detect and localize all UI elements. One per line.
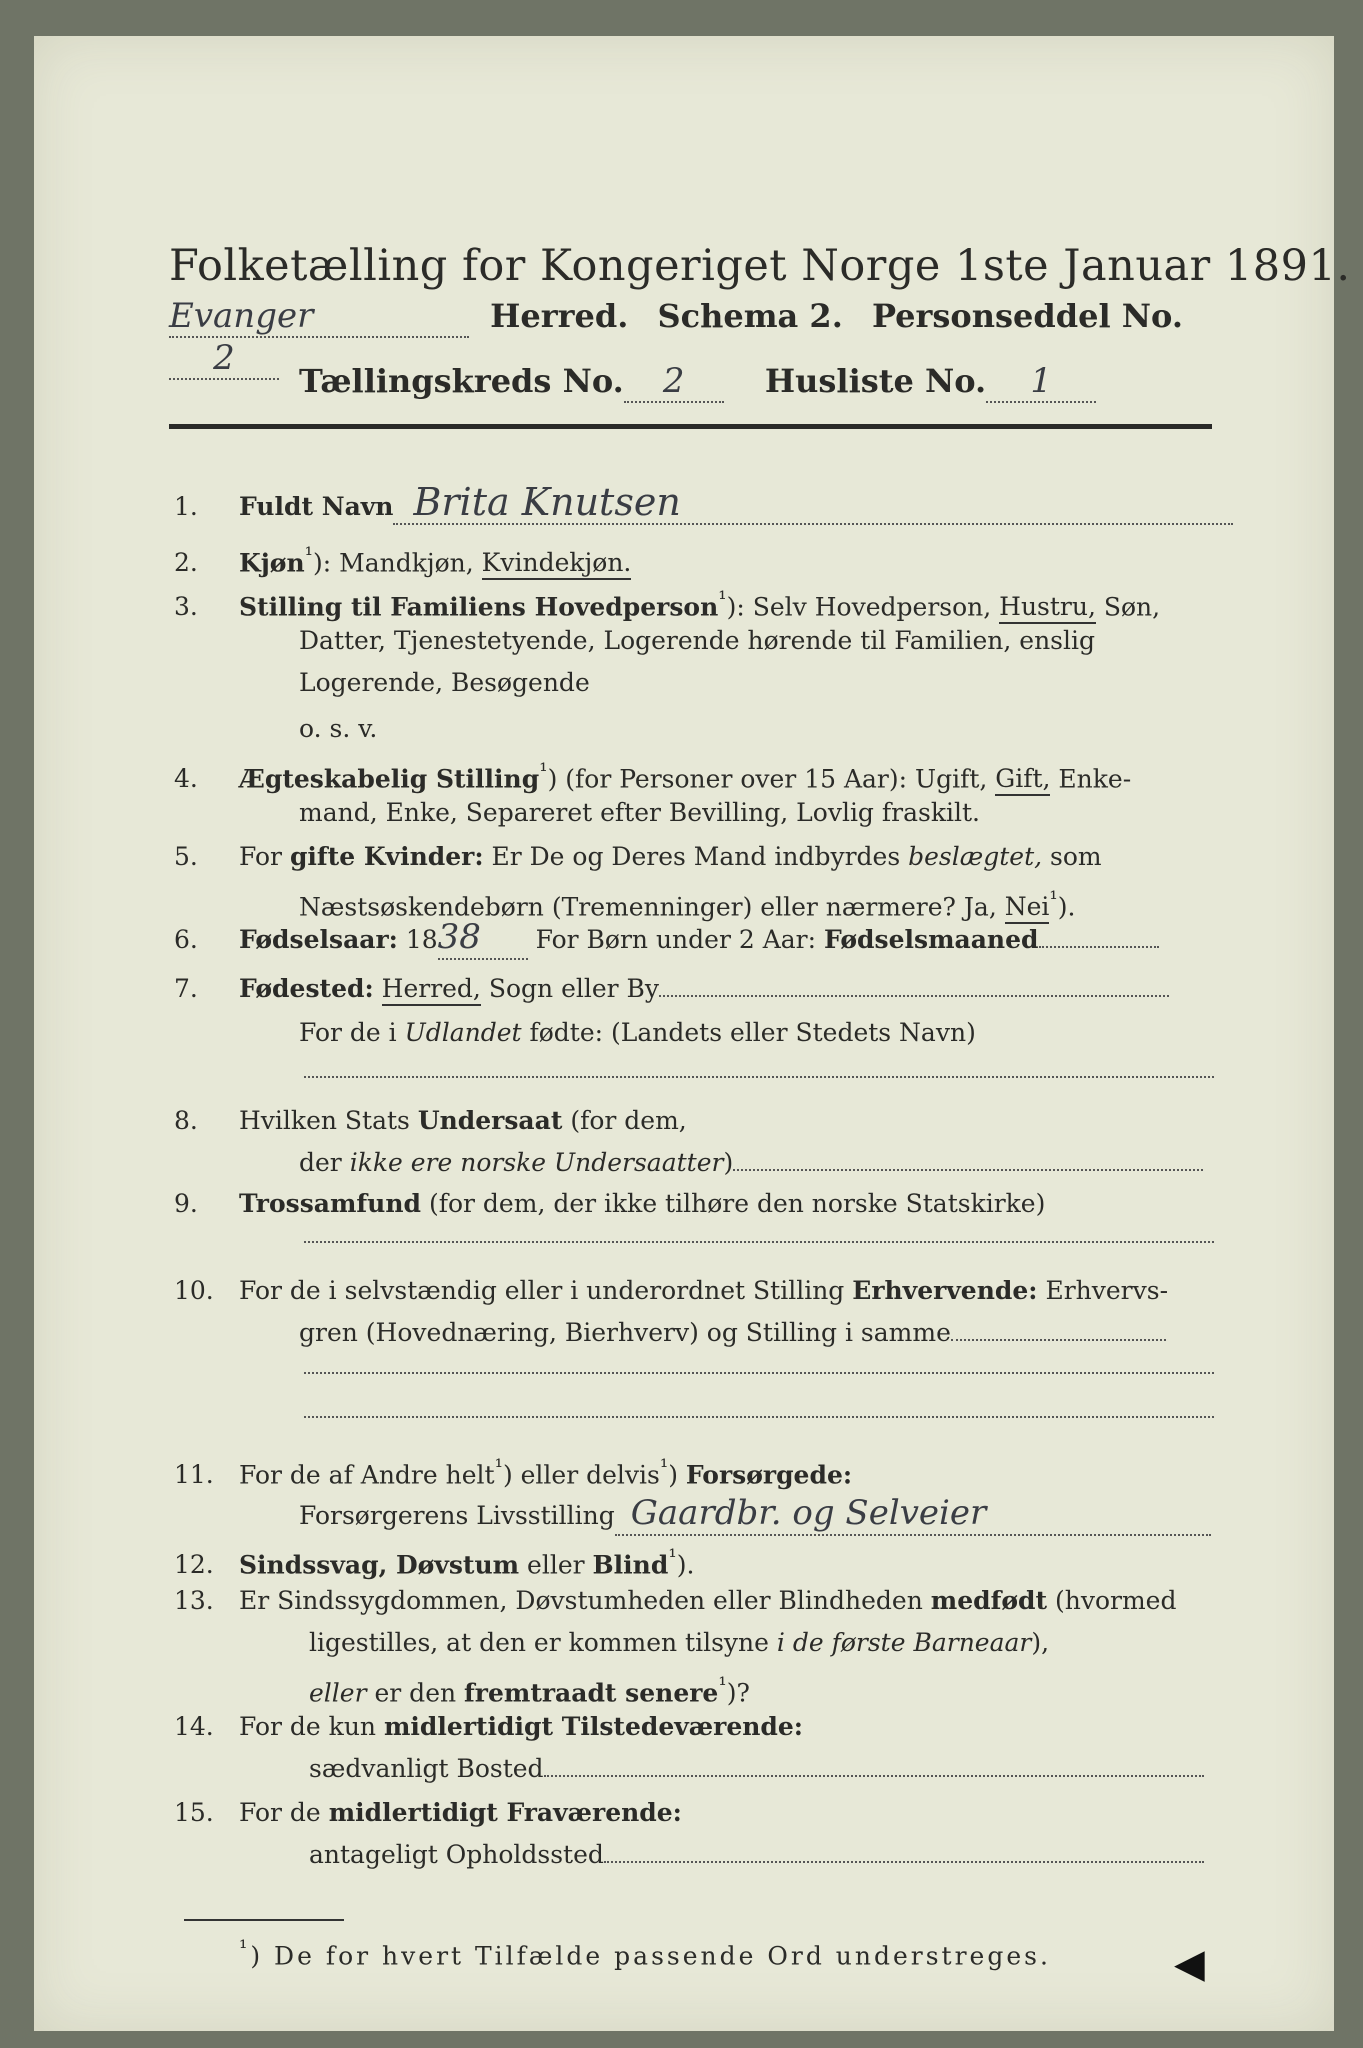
- q7-label: Fødested:: [239, 974, 374, 1003]
- q2-sup: ¹: [304, 543, 313, 567]
- footnote: [239, 1936, 1051, 1970]
- q4-label: Ægteskabelig Stilling: [239, 764, 540, 794]
- q15-line2-text: antageligt Opholdssted: [309, 1840, 604, 1869]
- q13-text-b: (hvormed: [1047, 1586, 1177, 1615]
- q14-label: midlertidigt Tilstedeværende:: [383, 1712, 804, 1741]
- q8-label: Undersaat: [417, 1106, 563, 1135]
- q13-label: medfødt: [930, 1586, 1048, 1615]
- kreds-line: [299, 361, 1119, 406]
- q11-text-a: For de af Andre helt: [239, 1460, 495, 1490]
- q15-fill: [604, 1861, 1204, 1863]
- q7-text-a: Sogn eller By: [480, 974, 660, 1003]
- q14-line2: [309, 1748, 1204, 1790]
- q3-line3: Logerende, Besøgende: [299, 668, 590, 697]
- q2-label: Kjøn: [239, 548, 305, 578]
- q8-fill: [733, 1169, 1203, 1171]
- q11-line2: [299, 1492, 1211, 1537]
- q12-label: Sindssvag, Døvstum: [239, 1550, 520, 1580]
- q5-text-b: Er De og Deres Mand indbyrdes: [483, 842, 909, 871]
- q7-line2a: For de i: [299, 1018, 405, 1047]
- q14-number: 14.: [174, 1712, 214, 1741]
- q8-number: 8.: [174, 1106, 198, 1135]
- schema-label: Schema 2.: [657, 297, 843, 335]
- q6-number: 6.: [174, 925, 198, 954]
- q13-line3-italic: eller: [309, 1678, 367, 1708]
- q13-line2: [309, 1622, 1049, 1664]
- q13-number: 13.: [174, 1586, 214, 1615]
- q15-fravaerende: [174, 1792, 682, 1834]
- q15-number: 15.: [174, 1798, 214, 1827]
- q10-text-b: Erhvervs-: [1037, 1276, 1169, 1305]
- q6-prefix: 18: [397, 925, 438, 954]
- q14-tilstedevaerende: [174, 1706, 803, 1748]
- q10-number: 10.: [174, 1276, 214, 1305]
- q4-sup: ¹: [539, 759, 548, 783]
- q6-fill: [1039, 946, 1159, 948]
- q3-text-a: ): Selv Hovedperson,: [726, 592, 1000, 622]
- q15-line2: [309, 1834, 1204, 1876]
- q2-selected: Kvindekjøn.: [482, 548, 632, 580]
- q1-fuldt-navn: [174, 481, 1233, 528]
- hand-pointer-icon: ◀: [1174, 1941, 1205, 1987]
- q11-sup2: ¹: [659, 1455, 669, 1479]
- q7-fodested: [174, 968, 1169, 1010]
- q6-fodselsaar: [174, 916, 1159, 961]
- q13-line2b: ),: [1031, 1628, 1050, 1657]
- q13-text-a: Er Sindssygdommen, Døvstumheden eller Blindheden: [239, 1586, 931, 1615]
- q8-line2a: der: [299, 1148, 350, 1177]
- q7-fill: [659, 995, 1169, 997]
- husliste-value: 1: [986, 361, 1096, 403]
- q8-text-a: Hvilken Stats: [239, 1106, 418, 1135]
- q14-line2-text: sædvanligt Bosted: [309, 1754, 544, 1783]
- q3-sup: ¹: [718, 587, 727, 611]
- q11-label: Forsørgede:: [685, 1460, 853, 1490]
- q6-label2: Fødselsmaaned: [823, 925, 1039, 954]
- personseddel-value: 2: [169, 338, 279, 380]
- q12-number: 12.: [174, 1550, 214, 1580]
- kreds-value: 2: [624, 361, 724, 403]
- q4-selected: Gift,: [995, 764, 1050, 796]
- q2-number: 2.: [174, 548, 198, 578]
- q14-text-a: For de kun: [239, 1712, 384, 1741]
- q13-line3b: )?: [726, 1678, 750, 1708]
- q1-label: Fuldt Navn: [239, 492, 394, 521]
- q8-line2: [299, 1142, 1203, 1184]
- q13-line2a: ligestilles, at den er kommen tilsyne: [309, 1628, 777, 1657]
- q8-line2-italic: ikke ere norske Undersaatter: [349, 1148, 724, 1177]
- personseddel-label: Personseddel No.: [871, 297, 1183, 335]
- q7-line2-italic: Udlandet: [404, 1018, 522, 1047]
- q10-text-a: For de i selvstændig eller i underordnet Stilling: [239, 1276, 853, 1305]
- q5-line2-text: Næstsøskendebørn (Tremenninger) eller nærmere? Ja,: [299, 892, 1005, 922]
- q11-text-b: ) eller delvis: [502, 1460, 660, 1490]
- q10-fill-line2: [304, 1416, 1214, 1418]
- q4-text-b: Enke-: [1050, 764, 1132, 794]
- q12-sindssvag: [174, 1536, 694, 1586]
- q15-text-a: For de: [239, 1798, 329, 1827]
- header-rule: [169, 424, 1212, 429]
- q3-number: 3.: [174, 592, 198, 622]
- footnote-text: ) De for hvert Tilfælde passende Ord understreges.: [250, 1941, 1051, 1971]
- q5-end: ).: [1057, 892, 1076, 922]
- q9-trossamfund: [174, 1183, 1045, 1225]
- q13-sup: ¹: [718, 1673, 727, 1697]
- q7-number: 7.: [174, 974, 198, 1003]
- q13-line3-label: fremtraadt senere: [464, 1678, 719, 1708]
- q9-label: Trossamfund: [239, 1189, 422, 1218]
- q5-number: 5.: [174, 842, 198, 871]
- q12-label2: Blind: [592, 1550, 669, 1580]
- q7-line2b: fødte: (Landets eller Stedets Navn): [521, 1018, 976, 1047]
- q8-line2b: ): [723, 1148, 734, 1177]
- footnote-rule: [184, 1919, 344, 1921]
- q10-line2-text: gren (Hovednæring, Bierhverv) og Stilling i samme: [299, 1318, 951, 1347]
- q5-selected: Nei: [1005, 892, 1050, 924]
- q6-text-b: For Børn under 2 Aar:: [527, 925, 824, 954]
- q1-value: Brita Knutsen: [393, 481, 1233, 525]
- q6-value: 38: [438, 916, 528, 960]
- q14-fill: [544, 1775, 1204, 1777]
- q3-label: Stilling til Familiens Hovedperson: [239, 592, 719, 622]
- q11-line2-text: Forsørgerens Livsstilling: [299, 1501, 615, 1530]
- q5-label: gifte Kvinder:: [289, 842, 484, 871]
- herred-label: Herred.: [490, 297, 629, 335]
- q5-gifte-kvinder: [174, 836, 1102, 878]
- q12-text-a: eller: [519, 1550, 593, 1580]
- q2-kjon: [174, 534, 631, 584]
- q4-number: 4.: [174, 764, 198, 794]
- q7-fill-line: [304, 1076, 1214, 1078]
- q8-undersaat: [174, 1100, 687, 1142]
- q13-line2-italic: i de første Barneaar: [776, 1628, 1032, 1657]
- q11-value: Gaardbr. og Selveier: [615, 1492, 1211, 1536]
- q10-erhverv: [174, 1270, 1168, 1312]
- q5-sup: ¹: [1049, 887, 1058, 911]
- q3-line4: o. s. v.: [299, 714, 378, 743]
- q7-line2: [299, 1012, 976, 1054]
- census-form-sheet: [34, 36, 1351, 2031]
- herred-line: [169, 296, 1229, 378]
- q3-line2: Datter, Tjenestetyende, Logerende hørende til Familien, enslig: [299, 626, 1096, 655]
- q12-sup: ¹: [668, 1545, 677, 1569]
- q13-sindssygdom: [174, 1580, 1176, 1622]
- form-title: Folketælling for Kongeriget Norge 1ste Januar 1891.: [169, 241, 1351, 291]
- q2-text: ): Mandkjøn,: [312, 548, 482, 578]
- q11-sup: ¹: [494, 1455, 503, 1479]
- q3-selected: Hustru,: [999, 592, 1096, 624]
- q3-text-b: Søn,: [1095, 592, 1161, 622]
- q8-text-b: (for dem,: [562, 1106, 687, 1135]
- q5-text-a: For: [239, 842, 290, 871]
- footnote-sup: ¹: [239, 1936, 251, 1960]
- q13-line3a: er den: [366, 1678, 465, 1708]
- q11-number: 11.: [174, 1460, 214, 1490]
- q10-line2: [299, 1312, 1166, 1354]
- q4-line2: mand, Enke, Separeret efter Bevilling, Lovlig fraskilt.: [299, 798, 980, 827]
- q10-fill-line1: [304, 1372, 1214, 1374]
- q12-end: ).: [676, 1550, 695, 1580]
- q9-text-a: (for dem, der ikke tilhøre den norske Statskirke): [421, 1189, 1046, 1218]
- q4-text-a: ) (for Personer over 15 Aar): Ugift,: [547, 764, 996, 794]
- q5-text-c: som: [1042, 842, 1102, 871]
- q10-fill: [951, 1339, 1166, 1341]
- kreds-label: Tællingskreds No.: [299, 362, 624, 400]
- q9-fill-line: [304, 1241, 1214, 1243]
- q9-number: 9.: [174, 1189, 198, 1218]
- q7-selected: Herred,: [382, 974, 481, 1006]
- q6-label: Fødselsaar:: [239, 925, 398, 954]
- q10-label: Erhvervende:: [852, 1276, 1038, 1305]
- q11-forsorgede: [174, 1446, 852, 1496]
- herred-value: Evanger: [169, 296, 469, 338]
- q11-text-c: ): [668, 1460, 686, 1490]
- husliste-label: Husliste No.: [764, 362, 987, 400]
- q15-label: midlertidigt Fraværende:: [328, 1798, 682, 1827]
- q1-number: 1.: [174, 492, 198, 521]
- q5-italic: beslægtet,: [908, 842, 1043, 871]
